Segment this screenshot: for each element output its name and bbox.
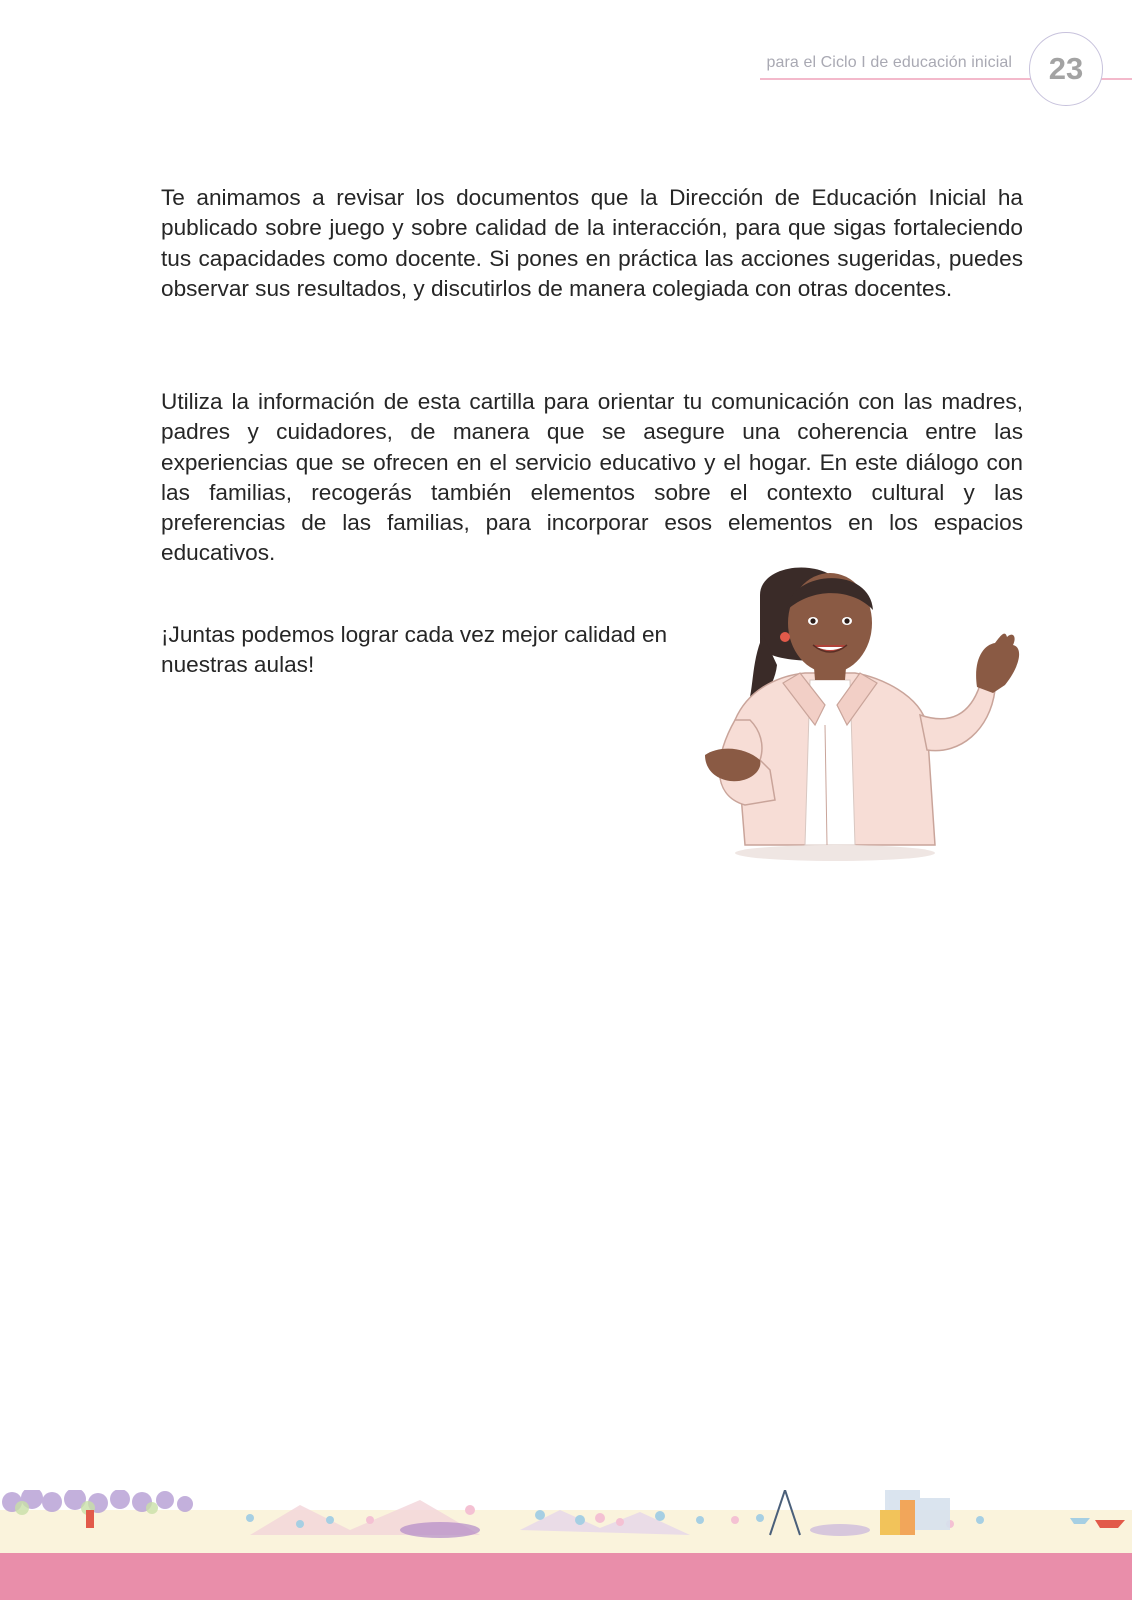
footer-band: [0, 1553, 1132, 1600]
paragraph-closing-encouragement: ¡Juntas podemos lograr cada vez mejor calidad en nuestras aulas!: [161, 622, 668, 678]
paragraph-family-communication: Utiliza la información de esta cartilla para orientar tu comunicación con las madres, padres y cuidadores, de manera que se asegure una coherencia entre las experiencias que se ofrecen en el servicio educativo y el hogar. En este diálogo con las familias, recogerás también elementos sobre el contexto cultural y las preferencias de las familias, para incorporar esos elementos en los espacios educativos.: [161, 389, 1023, 566]
teacher-illustration: [705, 555, 1030, 875]
running-title: para el Ciclo I de educación inicial: [766, 54, 1012, 71]
page-number: 23: [1048, 51, 1084, 86]
page-number-badge: [1029, 32, 1103, 106]
paragraph-review-documents: Te animamos a revisar los documentos que la Dirección de Educación Inicial ha publicado sobre juego y sobre calidad de la interacción, para que sigas fortaleciendo tus capacidades como docente. Si pones en práctica las acciones sugeridas, puedes observar sus resultados, y discutirlos de manera colegiada con otras docentes.: [161, 185, 1023, 301]
